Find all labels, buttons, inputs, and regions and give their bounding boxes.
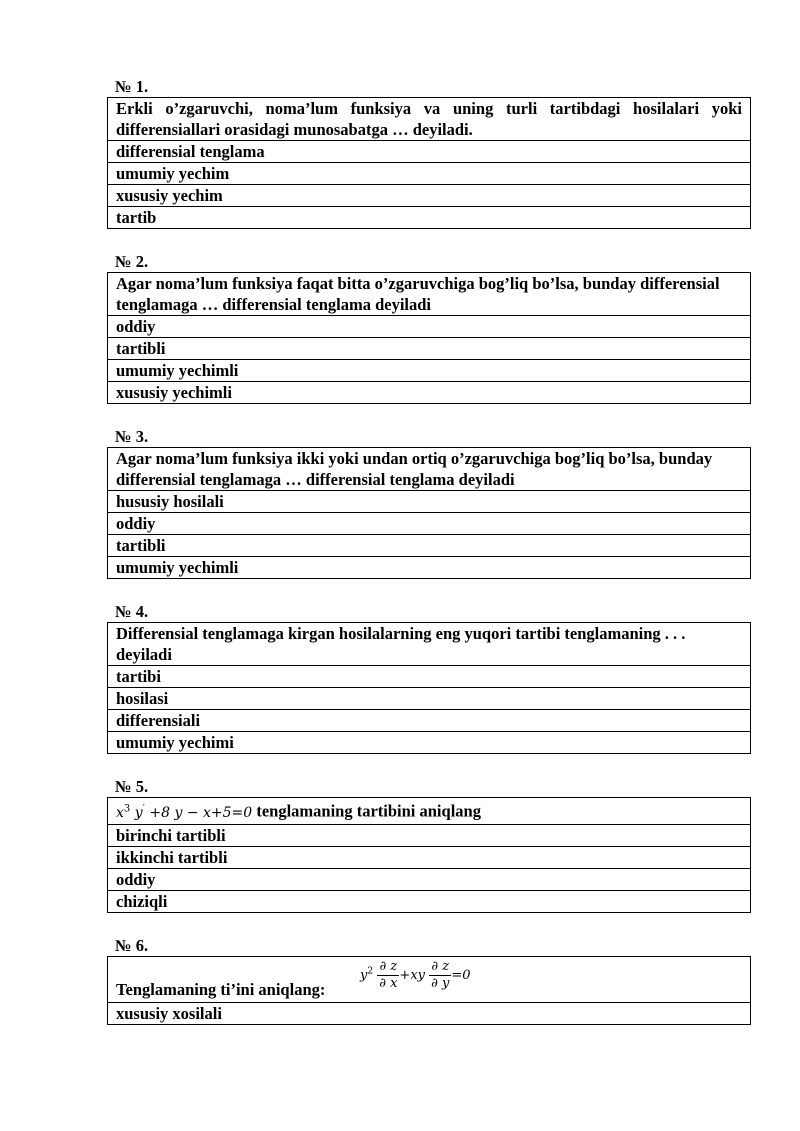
answer-option[interactable]: chiziqli bbox=[108, 891, 751, 913]
question-number: № 3. bbox=[115, 427, 149, 446]
answer-option[interactable]: umumiy yechimi bbox=[108, 732, 751, 754]
test-page bbox=[107, 77, 751, 1048]
fraction: $\frac{\partial z}{\partial y}$ bbox=[431, 959, 450, 991]
fraction: $\frac{\partial z}{\partial x}$ bbox=[379, 959, 398, 991]
question-number: № 2. bbox=[115, 252, 149, 271]
answer-option[interactable]: xususiy yechim bbox=[108, 185, 751, 207]
answer-option[interactable]: oddiy bbox=[108, 513, 751, 535]
answer-option[interactable]: differensial tenglama bbox=[108, 141, 751, 163]
question-stem: Agar noma’lum funksiya faqat bitta o’zgaruvchiga bog’liq bo’lsa, bunday differensial tenglamaga … differensial tenglama deyiladi bbox=[108, 273, 751, 316]
answer-option[interactable]: tartibli bbox=[108, 338, 751, 360]
question-stem: Differensial tenglamaga kirgan hosilalarning eng yuqori tartibi tenglamaning . . . deyiladi bbox=[108, 623, 751, 666]
question-number: № 1. bbox=[115, 77, 149, 96]
answer-option[interactable]: tartibi bbox=[108, 666, 751, 688]
answer-option[interactable]: tartibli bbox=[108, 535, 751, 557]
question-stem: tenglamaning tartibini aniqlang bbox=[256, 802, 481, 821]
answer-option[interactable]: oddiy bbox=[108, 869, 751, 891]
equation: $y^2$ $\frac{\partial z}{\partial x}$ +xy $\frac{\partial z}{\partial y}$ =0 bbox=[360, 959, 471, 991]
question-table bbox=[107, 797, 751, 913]
answer-option[interactable]: differensiali bbox=[108, 710, 751, 732]
answer-option[interactable]: oddiy bbox=[108, 316, 751, 338]
answer-option[interactable]: hususiy hosilali bbox=[108, 491, 751, 513]
answer-option[interactable]: hosilasi bbox=[108, 688, 751, 710]
answer-option[interactable]: xususiy yechimli bbox=[108, 382, 751, 404]
question-stem: Erkli o’zgaruvchi, noma’lum funksiya va uning turli tartibdagi hosilalari yoki differensiallari orasidagi munosabatga … deyiladi. bbox=[108, 98, 751, 141]
equation: $x^3$ y′ +8 y − x+5=0 bbox=[116, 803, 253, 821]
answer-option[interactable]: tartib bbox=[108, 207, 751, 229]
answer-option[interactable]: umumiy yechimli bbox=[108, 557, 751, 579]
question-table bbox=[107, 272, 751, 404]
question-stem-cell bbox=[108, 798, 751, 825]
answer-option[interactable]: xususiy xosilali bbox=[108, 1003, 751, 1025]
answer-option[interactable]: umumiy yechim bbox=[108, 163, 751, 185]
question-number: № 6. bbox=[115, 936, 149, 955]
question-number: № 5. bbox=[115, 777, 149, 796]
question-table bbox=[107, 97, 751, 229]
question-number: № 4. bbox=[115, 602, 149, 621]
question-stem-cell bbox=[108, 957, 751, 1003]
answer-option[interactable]: birinchi tartibli bbox=[108, 825, 751, 847]
question-stem: Tenglamaning ti’ini aniqlang: bbox=[116, 980, 326, 999]
question-table bbox=[107, 956, 751, 1025]
question-stem: Agar noma’lum funksiya ikki yoki undan ortiq o’zgaruvchiga bog’liq bo’lsa, bunday differensial tenglamaga … differensial tenglama deyiladi bbox=[108, 448, 751, 491]
question-table bbox=[107, 622, 751, 754]
question-table bbox=[107, 447, 751, 579]
answer-option[interactable]: umumiy yechimli bbox=[108, 360, 751, 382]
answer-option[interactable]: ikkinchi tartibli bbox=[108, 847, 751, 869]
